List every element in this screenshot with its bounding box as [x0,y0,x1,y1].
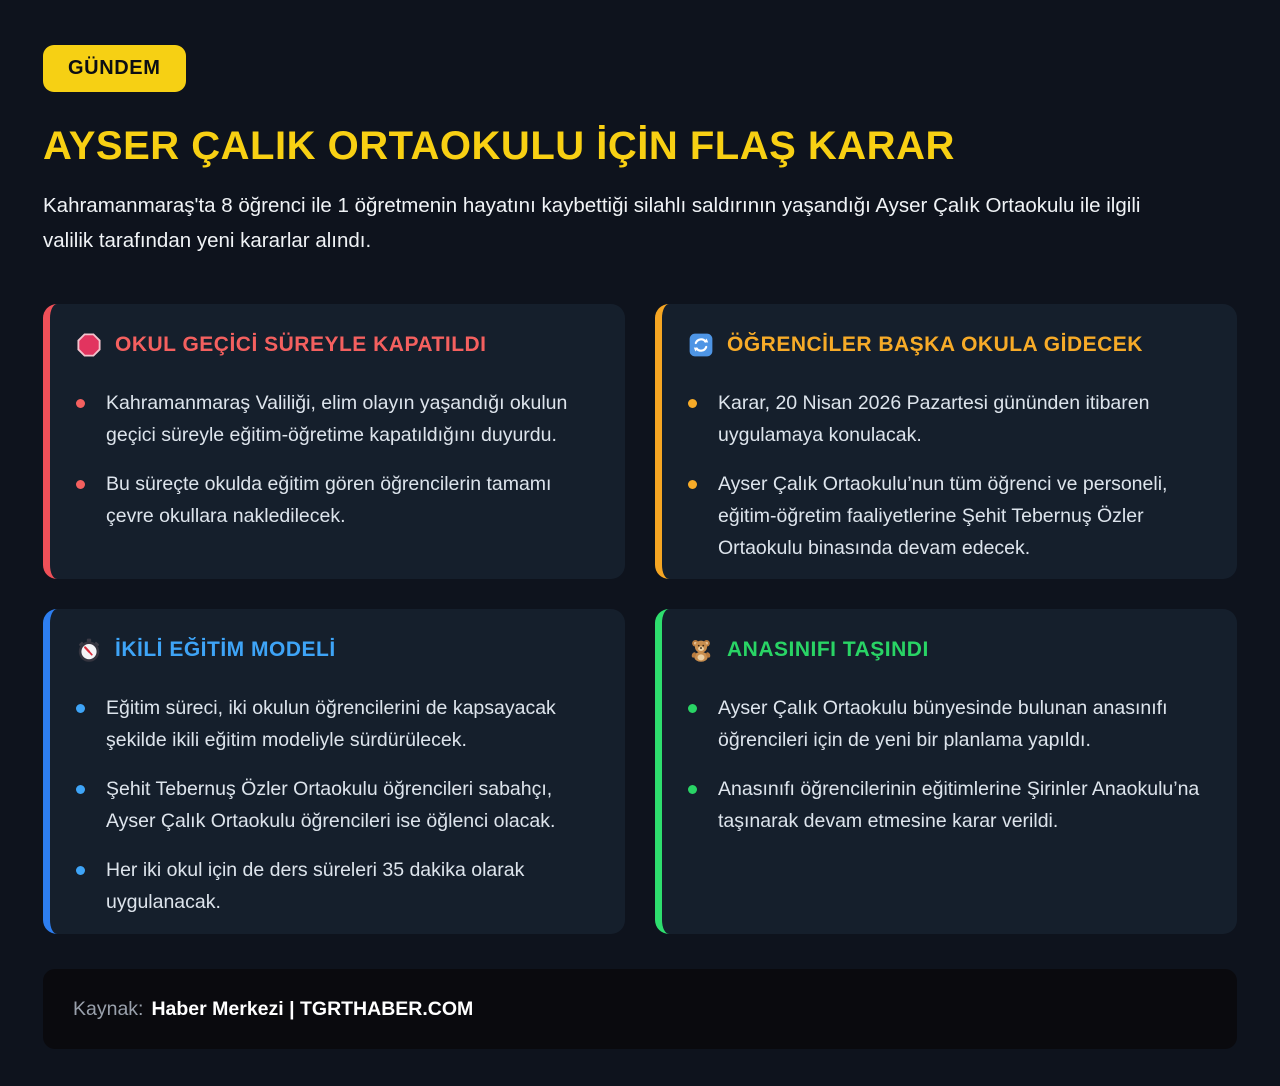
bullet-dot [76,399,85,408]
bullet-list [688,387,1209,564]
source-value: Haber Merkezi | TGRTHABER.COM [151,997,474,1020]
card-title: OKUL GEÇİCİ SÜREYLE KAPATILDI [115,333,487,356]
source-label: Kaynak: [73,997,144,1020]
card-baska-okul [655,304,1237,579]
card-ikili-egitim [43,609,625,934]
source-bar [43,969,1237,1049]
bullet-dot [76,785,85,794]
bullet-text: Şehit Tebernuş Özler Ortaokulu öğrencileri sabahçı, Ayser Çalık Ortaokulu öğrencileri ise öğlenci olacak. [106,778,556,832]
bullet-dot [76,704,85,713]
bullet-dot [688,785,697,794]
bullet-list [76,692,597,918]
bullet-item [688,387,1209,451]
bullet-dot [76,866,85,875]
card-title: ANASINIFI TAŞINDI [727,638,929,661]
cards-grid [43,304,1237,934]
bullet-dot [688,704,697,713]
card-title-row [688,637,1209,663]
bullet-text: Bu süreçte okulda eğitim gören öğrencilerin tamamı çevre okullara nakledilecek. [106,473,552,527]
card-title: ÖĞRENCİLER BAŞKA OKULA GİDECEK [727,333,1143,356]
bullet-text: Her iki okul için de ders süreleri 35 dakika olarak uygulanacak. [106,859,525,913]
teddy-bear-icon [688,637,714,663]
bullet-item [688,692,1209,756]
card-okul-kapatildi [43,304,625,579]
card-anasinifi [655,609,1237,934]
bullet-item [76,773,597,837]
bullet-text: Karar, 20 Nisan 2026 Pazartesi gününden itibaren uygulamaya konulacak. [718,392,1150,446]
headline: AYSER ÇALIK ORTAOKULU İÇİN FLAŞ KARAR [43,124,955,168]
bullet-dot [688,399,697,408]
card-title: İKİLİ EĞİTİM MODELİ [115,638,336,661]
bullet-text: Kahramanmaraş Valiliği, elim olayın yaşandığı okulun geçici süreyle eğitim-öğretime kapatıldığını duyurdu. [106,392,568,446]
gundem-badge: GÜNDEM [43,45,186,92]
bullet-item [76,387,597,451]
intro-text: Kahramanmaraş'ta 8 öğrenci ile 1 öğretmenin hayatını kaybettiği silahlı saldırının yaşandığı Ayser Çalık Ortaokulu ile ilgili valilik tarafından yeni kararlar alındı. [43,194,1141,252]
bullet-list [76,387,597,532]
card-title-row [76,637,597,663]
bullet-item [76,468,597,532]
card-title-row [76,332,597,358]
bullet-item [688,468,1209,564]
bullet-text: Anasınıfı öğrencilerinin eğitimlerine Şirinler Anaokulu’na taşınarak devam etmesine karar verildi. [718,778,1200,832]
bullet-item [688,773,1209,837]
bullet-item [76,692,597,756]
bullet-text: Ayser Çalık Ortaokulu’nun tüm öğrenci ve personeli, eğitim-öğretim faaliyetlerine Şehit Tebernuş Özler Ortaokulu binasında devam edecek. [718,473,1168,559]
bullet-list [688,692,1209,837]
bullet-text: Eğitim süreci, iki okulun öğrencilerini de kapsayacak şekilde ikili eğitim modeliyle sürdürülecek. [106,697,556,751]
stop-sign-icon [76,332,102,358]
card-title-row [688,332,1209,358]
stopwatch-icon [76,637,102,663]
bullet-dot [688,480,697,489]
bullet-text: Ayser Çalık Ortaokulu bünyesinde bulunan anasınıfı öğrencileri için de yeni bir planlama yapıldı. [718,697,1168,751]
bullet-item [76,854,597,918]
bullet-dot [76,480,85,489]
arrows-cycle-icon [688,332,714,358]
